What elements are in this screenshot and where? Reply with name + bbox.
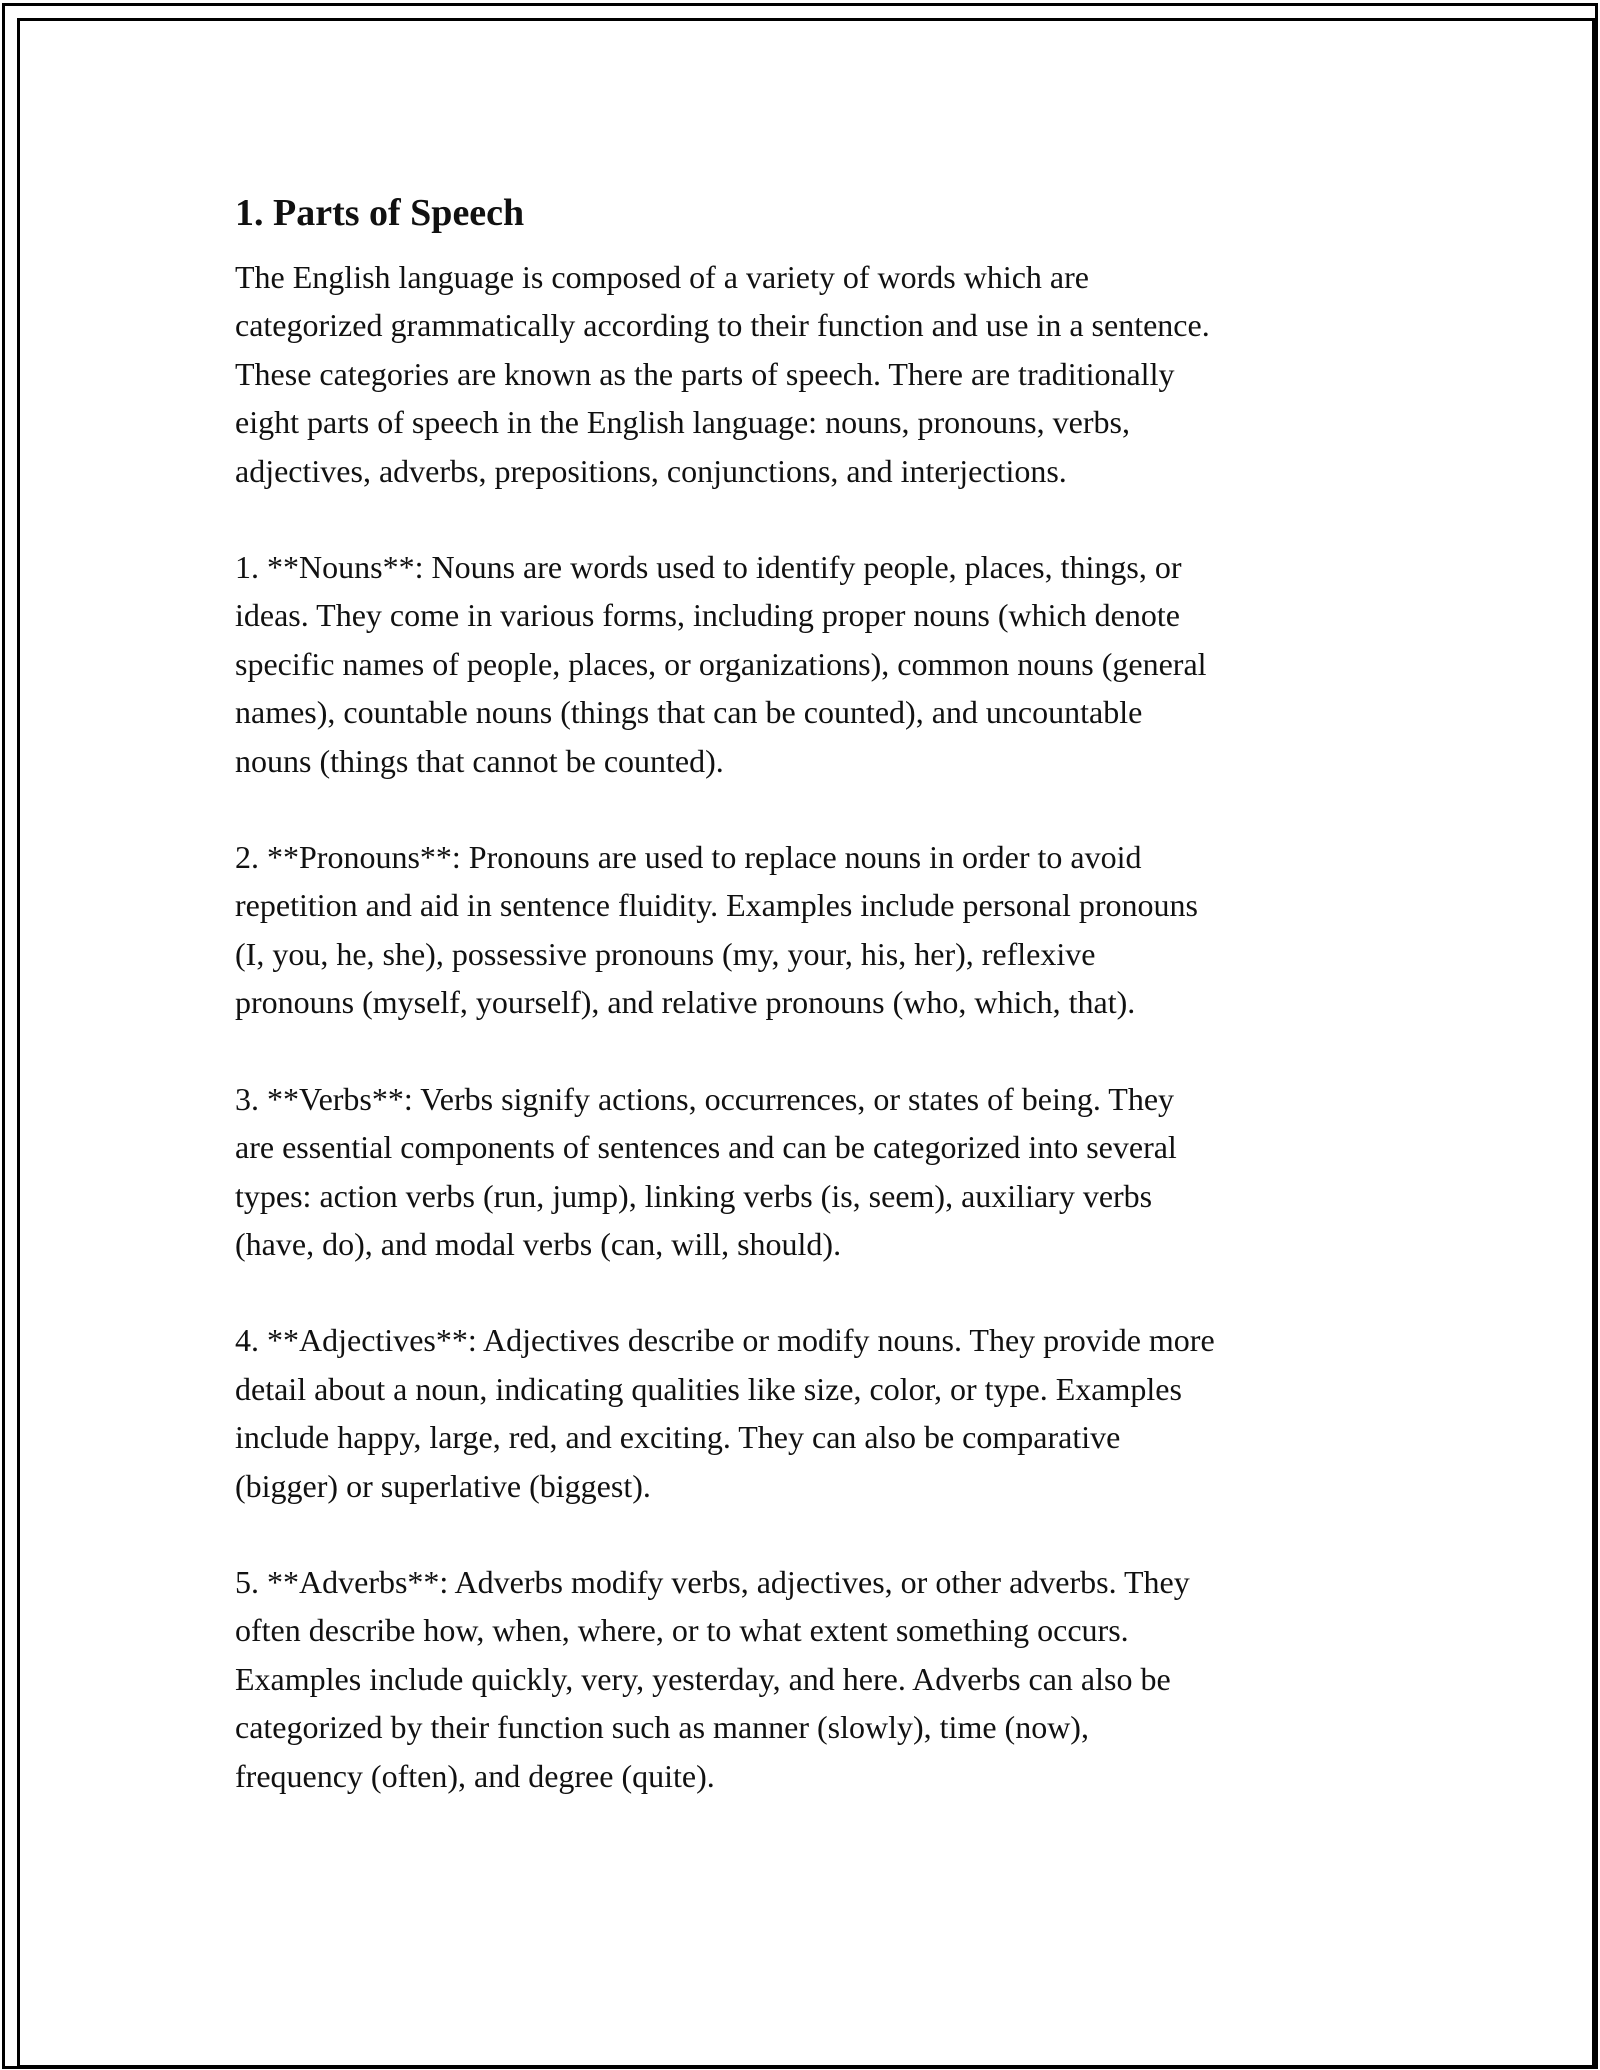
text-line: adjectives, adverbs, prepositions, conjunctions, and interjections.	[235, 452, 1067, 489]
text-line: (bigger) or superlative (biggest).	[235, 1467, 651, 1504]
text-line: pronouns (myself, yourself), and relative pronouns (who, which, that).	[235, 984, 1136, 1021]
list-item-paragraph	[235, 1075, 1385, 1269]
text-line: Examples include quickly, very, yesterday, and here. Adverbs can also be	[235, 1660, 1171, 1697]
list-item-paragraph	[235, 833, 1385, 1027]
paragraph-list	[235, 253, 1385, 1800]
text-line: types: action verbs (run, jump), linking verbs (is, seem), auxiliary verbs	[235, 1177, 1153, 1214]
text-line: 3. **Verbs**: Verbs signify actions, occurrences, or states of being. They	[235, 1080, 1175, 1117]
list-item-paragraph	[235, 1558, 1385, 1800]
text-line: ideas. They come in various forms, including proper nouns (which denote	[235, 597, 1180, 634]
text-line: names), countable nouns (things that can be counted), and uncountable	[235, 694, 1143, 731]
text-line: repetition and aid in sentence fluidity. Examples include personal pronouns	[235, 887, 1198, 924]
list-item-paragraph	[235, 543, 1385, 785]
text-line: The English language is composed of a variety of words which are	[235, 259, 1089, 295]
text-line: 5. **Adverbs**: Adverbs modify verbs, adjectives, or other adverbs. They	[235, 1563, 1190, 1600]
text-line: 4. **Adjectives**: Adjectives describe or modify nouns. They provide more	[235, 1322, 1215, 1359]
document-body	[235, 180, 1385, 1848]
text-line: frequency (often), and degree (quite).	[235, 1757, 715, 1794]
text-line: nouns (things that cannot be counted).	[235, 742, 724, 779]
text-line: 1. **Nouns**: Nouns are words used to identify people, places, things, or	[235, 549, 1182, 586]
text-line: eight parts of speech in the English language: nouns, pronouns, verbs,	[235, 404, 1130, 441]
list-item-paragraph	[235, 1316, 1385, 1510]
text-line: detail about a noun, indicating qualities like size, color, or type. Examples	[235, 1370, 1182, 1407]
page-title: 1. Parts of Speech	[235, 192, 525, 234]
text-line: are essential components of sentences and can be categorized into several	[235, 1129, 1177, 1166]
text-line: (I, you, he, she), possessive pronouns (my, your, his, her), reflexive	[235, 935, 1096, 972]
text-line: 2. **Pronouns**: Pronouns are used to replace nouns in order to avoid	[235, 839, 1142, 876]
text-line: categorized grammatically according to their function and use in a sentence.	[235, 307, 1210, 344]
intro-paragraph	[235, 253, 1385, 495]
text-line: (have, do), and modal verbs (can, will, should).	[235, 1225, 842, 1262]
text-line: specific names of people, places, or organizations), common nouns (general	[235, 645, 1207, 682]
text-line: categorized by their function such as manner (slowly), time (now),	[235, 1709, 1089, 1746]
text-line: include happy, large, red, and exciting. They can also be comparative	[235, 1419, 1121, 1456]
text-line: These categories are known as the parts of speech. There are traditionally	[235, 355, 1175, 392]
text-line: often describe how, when, where, or to what extent something occurs.	[235, 1612, 1129, 1649]
